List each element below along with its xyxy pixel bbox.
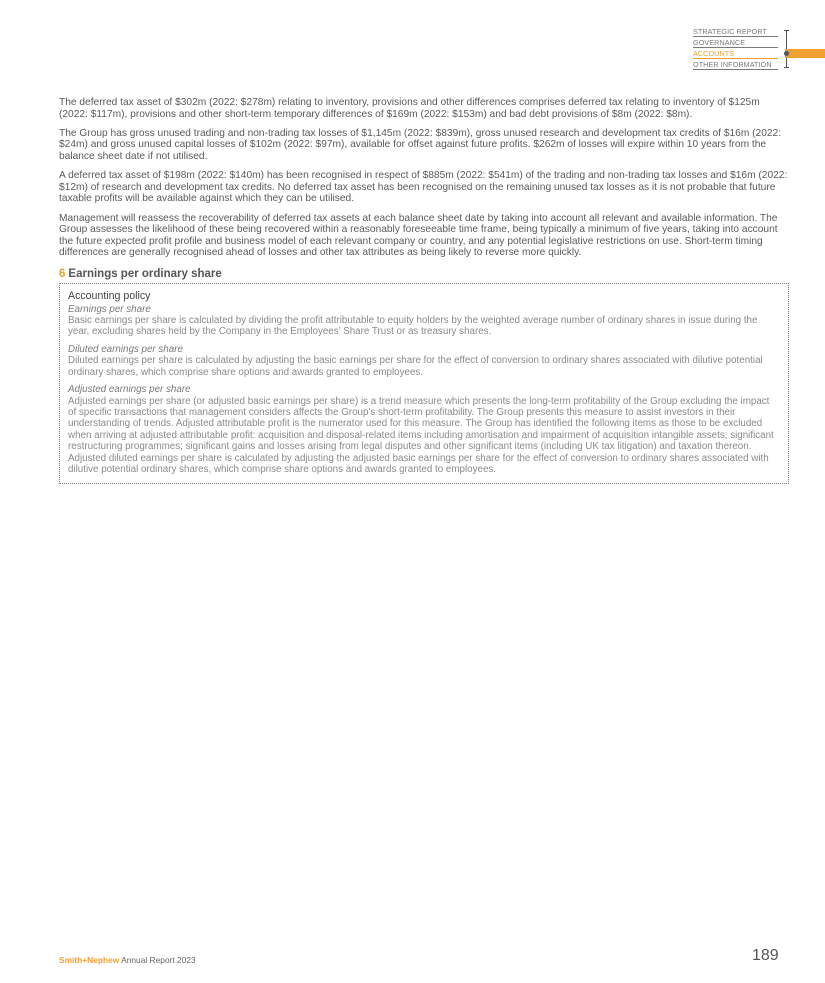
policy-text-eps: Basic earnings per share is calculated by dividing the profit attributable to equity holders by the weighted average number of ordinary shares in issue during the year, excluding shares held by the Company in the Employees’ Share Trust or as treasury shares. — [68, 315, 758, 338]
section-title: Earnings per ordinary share — [68, 267, 222, 280]
main-content — [59, 97, 790, 484]
policy-subtitle-eps: Earnings per share — [68, 303, 151, 315]
nav-active-indicator — [785, 49, 825, 58]
section-nav — [693, 27, 825, 71]
footer-report-title — [59, 955, 196, 965]
paragraph-recognised-deferred-tax: A deferred tax asset of $198m (2022: $140m) has been recognised in respect of $885m (2022: $541m) of the trading and non-trading tax losses and $16m (2022: $12m) of research and development tax credits. No deferred tax asset has been recognised on the remaining unused tax losses as it is not probable that future taxable profits will be available against which they can be utilised. — [59, 170, 788, 205]
footer-brand-logo: Smith+Nephew — [59, 955, 120, 965]
nav-active-dot-icon — [784, 51, 789, 56]
footer-report-name: Annual Report 2023 — [121, 955, 196, 965]
nav-tick — [784, 67, 789, 68]
nav-item-other-information[interactable]: OTHER INFORMATION — [693, 60, 778, 70]
policy-text-diluted-eps: Diluted earnings per share is calculated by adjusting the basic earnings per share for the effect of conversion to ordinary shares associated with dilutive potential ordinary shares, which comprise share options and awards granted to employees. — [68, 355, 763, 378]
nav-tick — [784, 30, 789, 31]
policy-subtitle-diluted-eps: Diluted earnings per share — [68, 343, 183, 355]
paragraph-deferred-tax-inventory: The deferred tax asset of $302m (2022: $278m) relating to inventory, provisions and other differences comprises deferred tax relating to inventory of $125m (2022: $117m), provisions and other short-term temporary differences of $169m (2022: $153m) and bad debt provisions of $8m (2022: $8m). — [59, 97, 760, 120]
accounting-policy-box — [59, 283, 789, 485]
nav-item-governance[interactable]: GOVERNANCE — [693, 38, 778, 48]
paragraph-recoverability: Management will reassess the recoverability of deferred tax assets at each balance sheet date by taking into account all relevant and available information. The Group assesses the likelihood of these being recovered within a reasonably foreseeable time frame, being typically a minimum of five years, taking into account the future expected profit profile and business model of each relevant company or country, and any potential legislative restrictions on use. Short-term timing differences are generally recognised ahead of losses and other tax attributes as being likely to reverse more quickly. — [59, 212, 778, 259]
nav-item-strategic-report[interactable]: STRATEGIC REPORT — [693, 27, 778, 37]
policy-title: Accounting policy — [68, 289, 151, 302]
section-heading — [59, 267, 790, 281]
policy-text-adjusted-eps: Adjusted earnings per share (or adjusted basic earnings per share) is a trend measure which presents the long-term profitability of the Group excluding the impact of specific transactions that management considers affects the Group’s short-term profitability. The Group presents this measure to assist investors in their understanding of trends. Adjusted attributable profit is the numerator used for this measure. The Group has identified the following items as those to be excluded when arriving at adjusted attributable profit: acquisition and disposal-related items including amortisation and impairment of acquisition intangible assets; significant restructuring programmes; significant gains and losses arising from legal disputes and other significant items (including UK tax litigation) and taxation thereon. Adjusted diluted earnings per share is calculated by adjusting the adjusted basic earnings per share for the effect of conversion to ordinary shares associated with dilutive potential ordinary shares, which comprise share options and awards granted to employees. — [68, 395, 774, 476]
section-number: 6 — [59, 267, 66, 280]
page-number: 189 — [752, 947, 779, 964]
paragraph-unused-tax-losses: The Group has gross unused trading and non-trading tax losses of $1,145m (2022: $839m), gross unused research and development tax credits of $16m (2022: $24m) and gross unused capital losses of $102m (2022: $97m), available for offset against future profits. $262m of losses will expire within 10 years from the balance sheet date if not utilised. — [59, 127, 782, 162]
policy-subtitle-adjusted-eps: Adjusted earnings per share — [68, 384, 191, 396]
nav-item-accounts[interactable]: ACCOUNTS — [693, 49, 778, 59]
